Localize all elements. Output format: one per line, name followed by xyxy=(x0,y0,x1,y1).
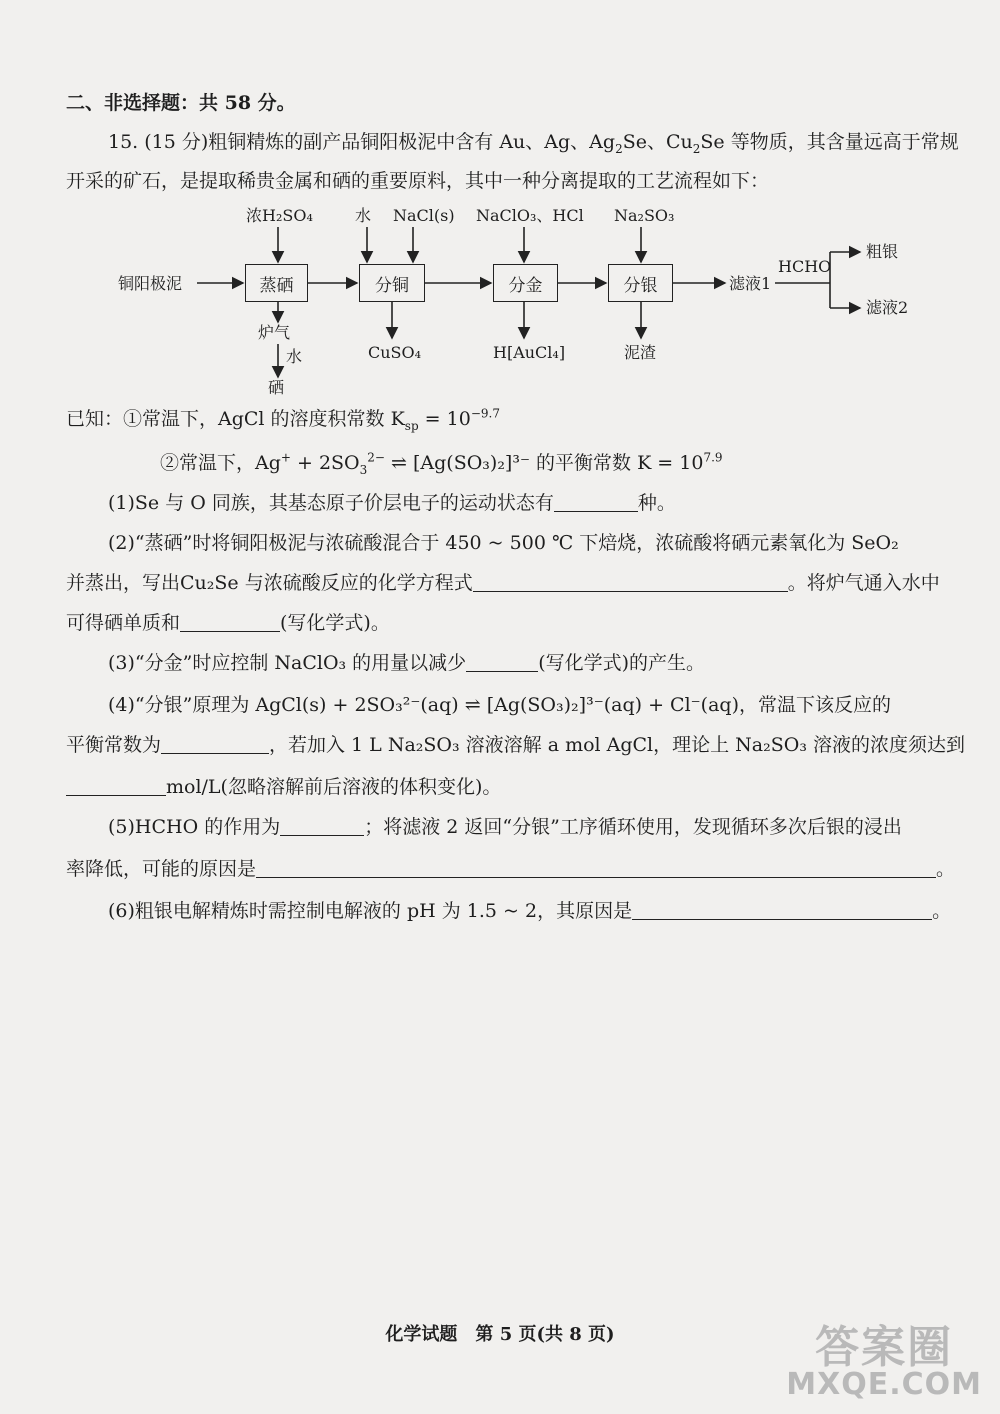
q15-text-a: 15. (15 分)粗铜精炼的副产品铜阳极泥中含有 Au、Ag、Ag xyxy=(108,131,616,153)
part-5-text-c: 率降低，可能的原因是 xyxy=(66,858,257,880)
part-4-text-b: ，若加入 1 L Na₂SO₃ 溶液溶解 a mol AgCl，理论上 Na₂SO₃ 溶液的浓度须达到 xyxy=(269,734,965,756)
page-footer: 化学试题 第 5 页(共 8 页) xyxy=(385,1324,615,1345)
answer-blank-6[interactable] xyxy=(632,901,932,920)
watermark-logo xyxy=(786,1322,982,1402)
known-2-text: ②常温下，Ag xyxy=(160,452,281,474)
ksp-exponent: −9.7 xyxy=(470,406,500,421)
known-1 xyxy=(66,408,500,431)
filtrate-2-label: 滤液2 xyxy=(866,298,909,317)
part-2-line1: (2)“蒸硒”时将铜阳极泥与浓硫酸混合于 450 ~ 500 ℃ 下焙烧，浓硫酸将硒元素氧化为 SeO₂ xyxy=(108,532,899,554)
part-4-line3 xyxy=(66,776,501,799)
input-naclo3-hcl: NaClO₃、HCl xyxy=(476,206,584,225)
part-6 xyxy=(108,900,951,923)
answer-blank-3[interactable] xyxy=(466,653,538,672)
part-5-text-b: ；将滤液 2 返回“分银”工序循环使用，发现循环多次后银的浸出 xyxy=(364,816,902,838)
part-5-text: (5)HCHO 的作用为 xyxy=(108,816,281,838)
known-2-rhs: ⇌ [Ag(SO₃)₂]³⁻ 的平衡常数 K = 10 xyxy=(384,452,704,474)
answer-blank-5b[interactable] xyxy=(256,859,936,878)
known-2-mid: + 2SO xyxy=(290,452,360,474)
known-1-text: 已知：①常温下，AgCl 的溶度积常数 K xyxy=(66,408,405,430)
flow-step-steam-selenium: 蒸硒 xyxy=(245,264,308,302)
reagent-hcho-label: HCHO xyxy=(778,257,832,276)
output-haucl4: H[AuCl₄] xyxy=(493,343,566,362)
part-5-line1 xyxy=(108,816,902,839)
answer-blank-4b[interactable] xyxy=(66,777,166,796)
part-4-text-c: mol/L(忽略溶解前后溶液的体积变化)。 xyxy=(166,776,502,798)
input-nacl: NaCl(s) xyxy=(393,206,455,225)
part-2-text-d: (写化学式)。 xyxy=(280,612,390,634)
flow-step-separate-silver: 分银 xyxy=(608,264,673,302)
answer-blank-2a[interactable] xyxy=(473,573,788,592)
part-4-line2 xyxy=(66,734,965,757)
input-water: 水 xyxy=(355,206,372,225)
ksp-subscript: sp xyxy=(404,418,419,433)
q15-intro-line2: 开采的矿石，是提取稀贵金属和硒的重要原料，其中一种分离提取的工艺流程如下： xyxy=(66,170,770,192)
part-2-text-b: 。将炉气通入水中 xyxy=(787,572,940,594)
part-3 xyxy=(108,652,705,675)
output-sludge: 泥渣 xyxy=(624,343,657,362)
part-3-end: (写化学式)的产生。 xyxy=(538,652,706,674)
q15-intro-line1: 15. (15 分)粗铜精炼的副产品铜阳极泥中含有 Au、Ag、$Ag_2Se$、$Cu_2Se$ 等物质，其含量远高于常规 xyxy=(108,131,959,156)
answer-blank-5a[interactable] xyxy=(280,817,364,836)
part-2-text: 并蒸出，写出Cu₂Se 与浓硫酸反应的化学方程式 xyxy=(66,572,473,594)
part-4-line1: (4)“分银”原理为 AgCl(s) + 2SO₃²⁻(aq) ⇌ [Ag(SO₃)₂]³⁻(aq) + Cl⁻(aq)，常温下该反应的 xyxy=(108,694,891,716)
output-furnace-gas: 炉气 xyxy=(258,323,291,342)
q15-text-c: Se 等物质，其含量远高于常规 xyxy=(700,131,959,153)
output-cuso4: CuSO₄ xyxy=(368,343,422,362)
part-4-text: 平衡常数为 xyxy=(66,734,162,756)
crude-silver-label: 粗银 xyxy=(866,242,899,261)
part-5-end: 。 xyxy=(936,858,956,880)
part-2-text-c: 可得硒单质和 xyxy=(66,612,181,634)
part-3-text: (3)“分金”时应控制 NaClO₃ 的用量以减少 xyxy=(108,652,467,674)
answer-blank-1[interactable] xyxy=(554,493,638,512)
known-2: ②常温下，$Ag^+ + 2SO_3^{2-}$ ⇌ [Ag(SO₃)₂]³⁻ 的平衡常数 $K = 10^{7.9}$ xyxy=(160,450,723,477)
part-6-text: (6)粗银电解精炼时需控制电解液的 pH 为 1.5 ~ 2，其原因是 xyxy=(108,900,633,922)
section-title: 二、非选择题：共 58 分。 xyxy=(66,92,296,114)
q15-text-b: Se、Cu xyxy=(622,131,693,153)
known-1-eq: = 10 xyxy=(418,408,471,430)
part-1-end: 种。 xyxy=(637,492,676,514)
part-5-line2 xyxy=(66,858,955,881)
part-2-line2 xyxy=(66,572,940,595)
input-na2so3: Na₂SO₃ xyxy=(614,206,675,225)
part-1 xyxy=(108,492,676,515)
flow-step-separate-copper: 分铜 xyxy=(359,264,425,302)
k-exponent: 7.9 xyxy=(703,450,723,465)
watermark-top: 答案圈 xyxy=(815,1322,954,1373)
part-6-end: 。 xyxy=(932,900,952,922)
flow-step-separate-gold: 分金 xyxy=(493,264,558,302)
gas-water-label: 水 xyxy=(286,347,303,366)
watermark-bottom: MXQE.COM xyxy=(786,1367,982,1402)
answer-blank-2b[interactable] xyxy=(180,613,280,632)
answer-blank-4a[interactable] xyxy=(161,735,269,754)
flow-start-label: 铜阳极泥 xyxy=(118,274,183,293)
output-selenium: 硒 xyxy=(268,378,285,397)
filtrate-1-label: 滤液1 xyxy=(729,274,772,293)
part-2-line3 xyxy=(66,612,390,635)
input-conc-sulfuric-acid: 浓H₂SO₄ xyxy=(246,206,313,225)
part-1-text: (1)Se 与 O 同族，其基态原子价层电子的运动状态有 xyxy=(108,492,554,514)
